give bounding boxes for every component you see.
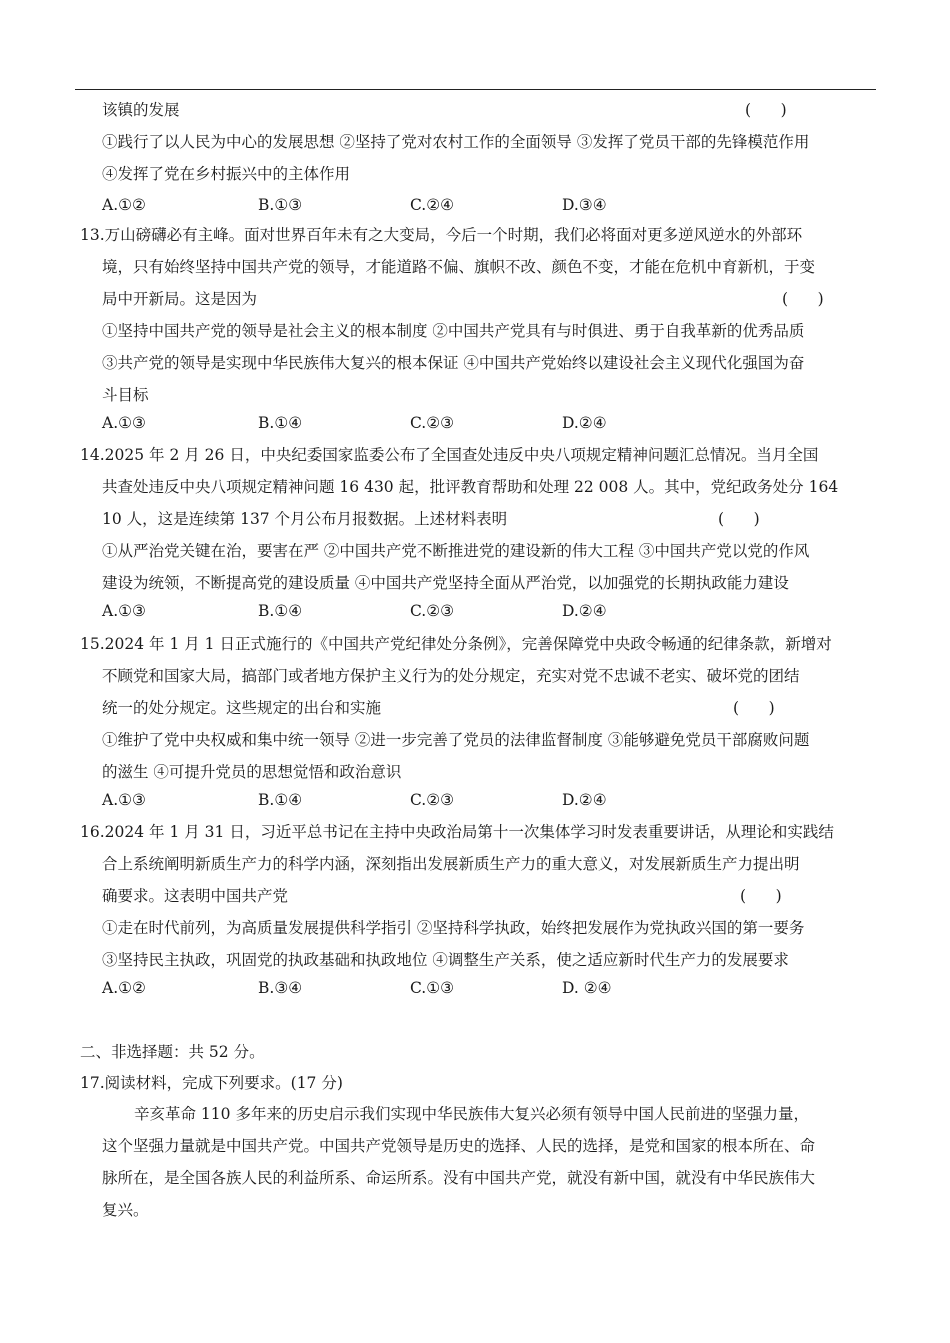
q13-stem-line-1: 13.万山磅礴必有主峰。面对世界百年未有之大变局，今后一个时期，我们必将面对更多逆风逆水的外部环 <box>80 226 803 244</box>
q15-option-c: C.②③ <box>410 791 455 809</box>
q12-option-c: C.②④ <box>410 196 455 214</box>
q14-stem-line-2: 共查处违反中央八项规定精神问题 16 430 起，批评教育帮助和处理 22 008 人。其中，党纪政务处分 164 <box>102 478 839 496</box>
q13-option-a: A.①③ <box>102 414 146 432</box>
q12-statements-line-1: ①践行了以人民为中心的发展思想 ②坚持了党对农村工作的全面领导 ③发挥了党员干部的先锋模范作用 <box>102 133 810 151</box>
q13-answer-blank: ( ) <box>782 290 824 308</box>
q14-statements-line-2: 建设为统领，不断提高党的建设质量 ④中国共产党坚持全面从严治党，以加强党的长期执政能力建设 <box>102 574 789 592</box>
section-heading: 二、非选择题：共 52 分。 <box>80 1043 265 1061</box>
q15-option-a: A.①③ <box>102 791 146 809</box>
q13-stem-line-2: 境，只有始终坚持中国共产党的领导，才能道路不偏、旗帜不改、颜色不变，才能在危机中育新机，于变 <box>102 258 816 276</box>
header-rule <box>75 89 876 90</box>
q16-option-d: D. ②④ <box>562 979 612 997</box>
q16-statements-line-1: ①走在时代前列，为高质量发展提供科学指引 ②坚持科学执政，始终把发展作为党执政兴国的第一要务 <box>102 919 805 937</box>
q13-option-d: D.②④ <box>562 414 607 432</box>
q14-stem-line-1: 14.2025 年 2 月 26 日，中央纪委国家监委公布了全国查处违反中央八项规定精神问题汇总情况。当月全国 <box>80 446 819 464</box>
q12-statements-line-2: ④发挥了党在乡村振兴中的主体作用 <box>102 165 351 183</box>
q16-option-a: A.①② <box>102 979 146 997</box>
q12-option-a: A.①② <box>102 196 146 214</box>
q13-option-b: B.①④ <box>258 414 303 432</box>
q15-statements-line-1: ①维护了党中央权威和集中统一领导 ②进一步完善了党员的法律监督制度 ③能够避免党员干部腐败问题 <box>102 731 810 749</box>
q14-option-d: D.②④ <box>562 602 607 620</box>
q15-statements-line-2: 的滋生 ④可提升党员的思想觉悟和政治意识 <box>102 763 402 781</box>
q13-stem-line-3: 局中开新局。这是因为 <box>102 290 258 308</box>
q14-answer-blank: ( ) <box>718 510 760 528</box>
q16-option-c: C.①③ <box>410 979 455 997</box>
q14-option-a: A.①③ <box>102 602 146 620</box>
q14-stem-line-3: 10 人，这是连续第 137 个月公布月报数据。上述材料表明 <box>102 510 508 528</box>
q16-answer-blank: ( ) <box>740 887 782 905</box>
q17-material-line-3: 脉所在，是全国各族人民的利益所系、命运所系。没有中国共产党，就没有新中国，就没有中华民族伟大 <box>102 1169 816 1187</box>
q15-option-d: D.②④ <box>562 791 607 809</box>
q15-option-b: B.①④ <box>258 791 303 809</box>
q12-answer-blank: ( ) <box>745 101 787 119</box>
q15-stem-line-1: 15.2024 年 1 月 1 日正式施行的《中国共产党纪律处分条例》，完善保障党中央政令畅通的纪律条款，新增对 <box>80 635 832 653</box>
q12-option-d: D.③④ <box>562 196 607 214</box>
q12-option-b: B.①③ <box>258 196 303 214</box>
q17-material-line-4: 复兴。 <box>102 1201 149 1219</box>
q13-option-c: C.②③ <box>410 414 455 432</box>
q15-stem-line-2: 不顾党和国家大局，搞部门或者地方保护主义行为的处分规定，充实对党不忠诚不老实、破坏党的团结 <box>102 667 800 685</box>
q16-stem-line-3: 确要求。这表明中国共产党 <box>102 887 289 905</box>
q15-stem-line-3: 统一的处分规定。这些规定的出台和实施 <box>102 699 382 717</box>
q14-option-c: C.②③ <box>410 602 455 620</box>
q16-statements-line-2: ③坚持民主执政，巩固党的执政基础和执政地位 ④调整生产关系，使之适应新时代生产力的发展要求 <box>102 951 789 969</box>
q14-option-b: B.①④ <box>258 602 303 620</box>
q13-statements-line-2: ③共产党的领导是实现中华民族伟大复兴的根本保证 ④中国共产党始终以建设社会主义现代化强国为奋 <box>102 354 805 372</box>
q16-option-b: B.③④ <box>258 979 303 997</box>
q16-stem-line-2: 合上系统阐明新质生产力的科学内涵，深刻指出发展新质生产力的重大意义，对发展新质生产力提出明 <box>102 855 800 873</box>
q17-material-line-1: 辛亥革命 110 多年来的历史启示我们实现中华民族伟大复兴必须有领导中国人民前进的坚强力量， <box>134 1105 809 1123</box>
q17-material-line-2: 这个坚强力量就是中国共产党。中国共产党领导是历史的选择、人民的选择，是党和国家的根本所在、命 <box>102 1137 816 1155</box>
q14-statements-line-1: ①从严治党关键在治，要害在严 ②中国共产党不断推进党的建设新的伟大工程 ③中国共产党以党的作风 <box>102 542 810 560</box>
q13-statements-line-1: ①坚持中国共产党的领导是社会主义的根本制度 ②中国共产党具有与时俱进、勇于自我革新的优秀品质 <box>102 322 805 340</box>
q12-stem-tail: 该镇的发展 <box>102 101 180 119</box>
q13-statements-line-3: 斗目标 <box>102 386 149 404</box>
q16-stem-line-1: 16.2024 年 1 月 31 日，习近平总书记在主持中央政治局第十一次集体学习时发表重要讲话，从理论和实践结 <box>80 823 834 841</box>
q17-title: 17.阅读材料，完成下列要求。(17 分) <box>80 1074 343 1092</box>
q15-answer-blank: ( ) <box>733 699 775 717</box>
